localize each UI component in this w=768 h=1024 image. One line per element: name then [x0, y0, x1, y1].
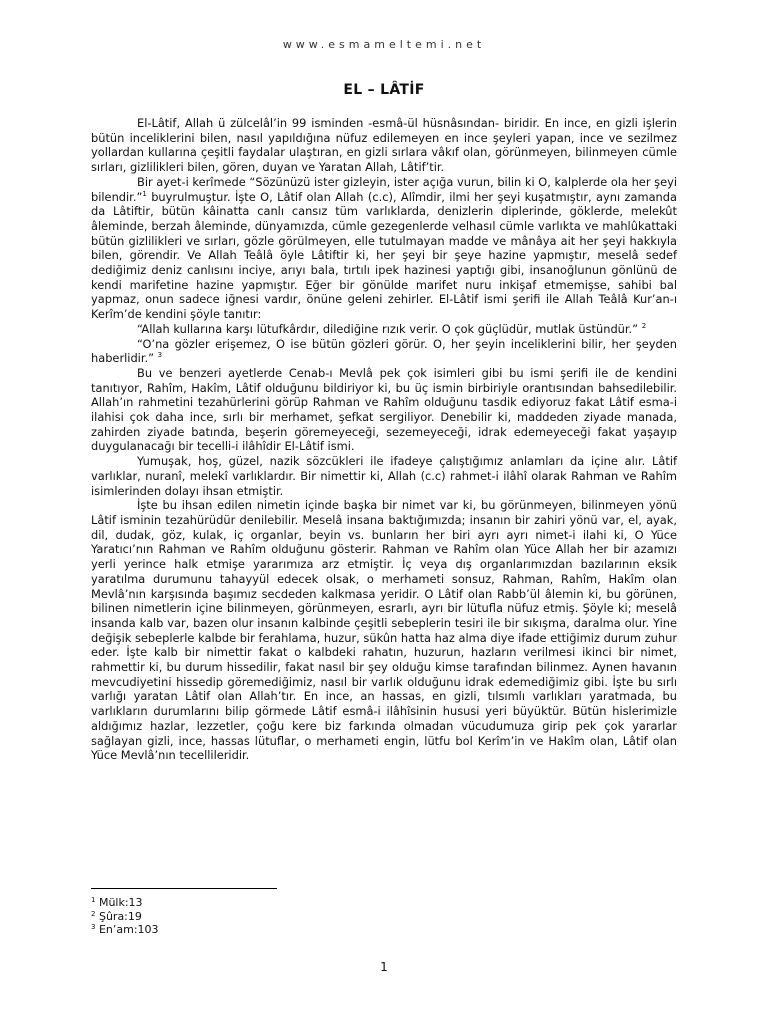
body-text [91, 116, 677, 763]
page-number: 1 [380, 960, 388, 974]
paragraph-2: Bir ayet-i kerîmede “Sözünüzü ister gizleyin, ister açığa vurun, bilin ki O, kalplerde ola her şeyi bilendir.”$^1$ buyrulmuştur. İşte O, Lâtif olan Allah (c.c), Alîmdir, ilmi her şeyi kuşatmıştır, aynı zamanda da Lâtiftir, bütün kâinatta canlı cansız tüm varlıklarda, denizlerin diplerinde, göklerde, melekût âleminde, berzah âleminde, dünyamızda, cümle gezegenlerde velhasıl cümle varlıkta ve mahlûkattaki bütün gizlilikleri ve sırları, gözle görülmeyen, elle tutulmayan madde ve mânâya ait her şeyi hakkıyla bilen, görendir. Ve Allah Teâlâ öyle Lâtiftir ki, her şeyi bir şeye hazine yapmıştır, meselâ sedef dediğimiz deniz canlısını inciye, arıyı bala, tırtılı ipek hazinesi yaptığı gibi, insanoğlunun gönlünü de kendi marifetine hazine yapmıştır. Eğer bir gönülde marifet nuru inkişaf etmemişse, sahibi bal yapmaz, onun sadece iğnesi vardır, önüne geleni zehirler. El-Lâtif ismi şerifi ile Allah Teâlâ Kur’an-ı Kerîm’de kendini şöyle tanıtır: [91, 174, 677, 322]
footnote-1: $^1$ Mülk:13 [91, 896, 143, 909]
paragraph-4: Yumuşak, hoş, güzel, nazik sözcükleri ile ifadeye çalıştığımız anlamları da içine alır. Lâtif varlıklar, nuranî, melekî varlıklardır. Bir nimettir ki, Allah (c.c) rahmet-i ilâhî olarak Rahman ve Rahîm isimlerinden dolayı ihsan etmiştir. [91, 454, 677, 498]
footnote-divider [91, 888, 277, 889]
paragraph-quote-2: “O’na gözler erişemez, O ise bütün gözleri görür. O, her şeyin inceliklerini bilir, her şeyden haberlidir.” $^3$ [91, 336, 677, 366]
footnote-ref-3: 3 [157, 351, 163, 360]
paragraph-5: İşte bu ihsan edilen nimetin içinde başka bir nimet var ki, bu görünmeyen, bilinmeyen yönü Lâtif isminin tezahürüdür denilebilir. Meselâ insana baktığımızda; insanın bir zahiri yönü var, el, ayak, dil, dudak, göz, kulak, iç organlar, beyin vs. bunların her biri ayrı ayrı nimet-i ilahi ki, O Yüce Yaratıcı’nın Rahman ve Rahîm olduğunu gösterir. Rahman ve Rahîm olan Yüce Allah her bir azamızı yerli yerince halk etmişe yararımıza arz etmiştir. İç veya dış organlarımızdan bazılarının eksik yaratılma durumunu tahayyül edecek olsak, o merhameti sonsuz, Rahman, Rahîm, Hakîm olan Mevlâ’nın karşısında başımız secdeden kalkmasa yeridir. O Lâtif olan Rabb’ül âlemin ki, bu görünen, bilinen nimetlerin içine bilinmeyen, görünmeyen, esrarlı, ayrı bir lütufla nüfuz etmiş. Şöyle ki; meselâ insanda kalb var, bazen olur insanın kalbinde çeşitli sebeplerin tesiri ile bir sıkışma, daralma olur. Yine değişik sebeplerle kalbde bir ferahlama, huzur, sükûn hatta haz alma diye ifade ettiğimiz durum zuhur eder. İşte kalb bir nimettir fakat o kalbdeki rahatın, huzurun, hazların verilmesi ikinci bir nimet, rahmettir ki, bu durum hissedilir, fakat nasıl bir şey olduğu kimse tarafından bilinmez. Aynen havanın mevcudiyetini hissedip göremediğimiz, nasıl bir varlık olduğunu idrak edemediğimiz gibi. İşte bu sırlı varlığı yaratan Lâtif olan Allah’tır. En ince, an hassas, en gizli, tılsımlı varlıkları yaratmada, bu varlıkların durumlarını bilip görmede Lâtif esmâ-i ilâhîsinin hususi yeri büyüktür. Bütün hislerimizle aldığımız hazlar, lezzetler, çoğu kere biz farkında olmadan vücudumuza girip pek çok yararlar sağlayan gizli, ince, hassas lütuflar, o merhameti engin, lütfu bol Kerîm’in ve Hakîm olan, Lâtif olan Yüce Mevlâ’nın tecellileridir. [91, 498, 677, 763]
footnote-2: $^2$ Şûra:19 [91, 909, 142, 923]
footnotes [91, 896, 159, 937]
footnote-ref-1: 1 [142, 189, 147, 198]
site-header: www.esmameltemi.net [282, 38, 486, 51]
footnote-3: $^3$ En’am:103 [91, 923, 159, 936]
footnote-ref-2: 2 [641, 321, 647, 330]
paragraph-quote-1: “Allah kullarına karşı lütufkârdır, dilediğine rızık verir. O çok güçlüdür, mutlak üstündür.” $^2$ [137, 321, 647, 336]
paragraph-1: El-Lâtif, Allah ü zülcelâl’in 99 isminden -esmâ-ül hüsnâsından- biridir. En ince, en gizli işlerin bütün inceliklerini bilen, nasıl yapıldığına nüfuz edilemeyen en ince şeyleri yapan, ince ve sezilmez yollardan kullarına çeşitli faydalar ulaştıran, en gizli sırlara vâkıf olan, görünmeyen, bilinmeyen cümle sırları, gizlilikleri bilen, gören, duyan ve Yaratan Allah, Lâtif’tir. [91, 116, 677, 175]
page-title: EL – LÂTİF [343, 82, 425, 98]
paragraph-3: Bu ve benzeri ayetlerde Cenab-ı Mevlâ pek çok isimleri gibi bu ismi şerifi ile de kendini tanıtıyor, Rahîm, Hakîm, Lâtif olduğunu bildiriyor ki, bu üç ismin birbiriyle orantısından bahsedilebilir. Allah’ın rahmetini tezahürlerini görüp Rahman ve Rahîm olduğunu tasdik ediyoruz fakat Lâtif esma-i ilahisi çok daha ince, sırlı bir merhamet, şefkat sergiliyor. Denebilir ki, maddeden ziyade manada, zahirden ziyade batında, beşerin göremeyeceği, sezemeyeceği, idrak edemeyeceği fakat yaşayıp duygulanacağı bir tecelli-i ilâhîdir El-Lâtif ismi. [91, 365, 677, 454]
